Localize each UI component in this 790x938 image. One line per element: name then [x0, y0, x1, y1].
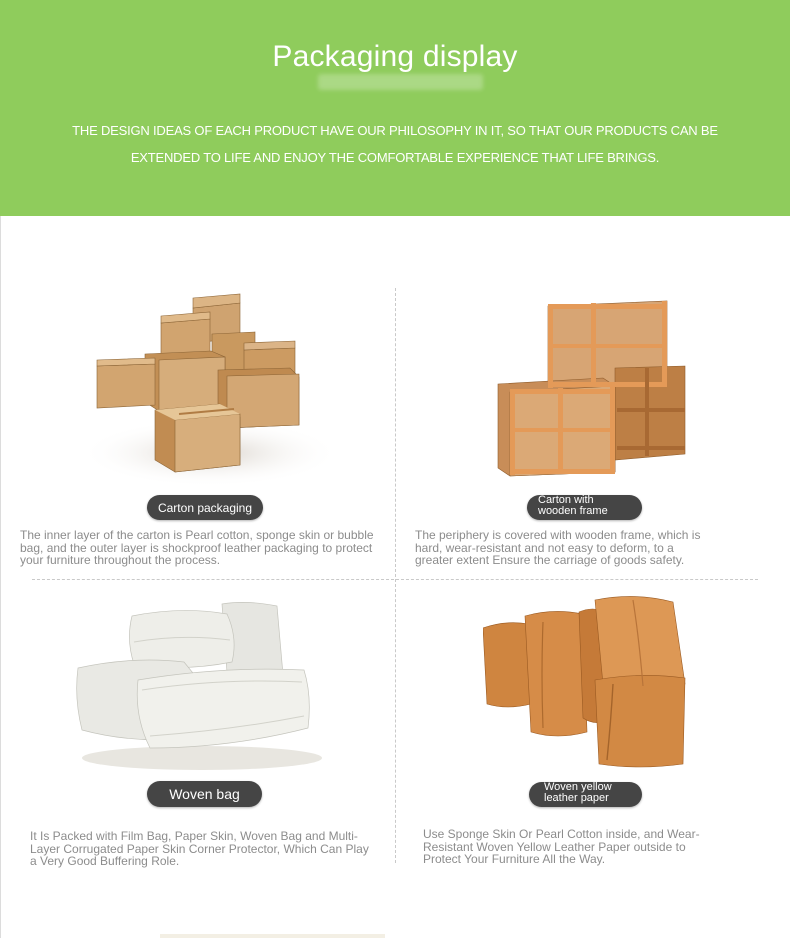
label-woven-yellow-leather-paper: Woven yellow leather paper	[529, 782, 642, 807]
header-banner	[0, 0, 790, 216]
yellow-leather-paper-image	[483, 592, 688, 770]
label-carton-packaging: Carton packaging	[147, 495, 263, 520]
vertical-divider	[395, 288, 396, 863]
desc-carton-packaging: The inner layer of the carton is Pearl cotton, sponge skin or bubble bag, and the outer layer is shockproof leather packaging to protect your furniture throughout the process.	[20, 528, 374, 567]
bottom-edge-strip	[160, 934, 385, 938]
desc-carton-wooden-frame: The periphery is covered with wooden frame, which is hard, wear-resistant and not easy to deform, to a greater extent Ensure the carriage of goods safety.	[415, 528, 701, 567]
woven-bag-image	[72, 598, 322, 770]
left-border-line	[0, 216, 1, 938]
horizontal-divider	[32, 579, 758, 580]
wooden-crate-image	[495, 296, 690, 482]
label-woven-bag: Woven bag	[147, 781, 262, 807]
carton-boxes-image	[70, 288, 330, 488]
faded-subtitle-graphic	[318, 74, 483, 90]
header-tagline: THE DESIGN IDEAS OF EACH PRODUCT HAVE OUR PHILOSOPHY IN IT, SO THAT OUR PRODUCTS CAN BE EXTENDED TO LIFE AND ENJOY THE COMFORTABLE EXPERIENCE THAT LIFE BRINGS.	[72, 123, 718, 165]
page-title: Packaging display	[272, 40, 518, 73]
desc-woven-yellow-leather-paper: Use Sponge Skin Or Pearl Cotton inside, and Wear-Resistant Woven Yellow Leather Paper outside to Protect Your Furniture All the Way.	[423, 827, 700, 866]
label-carton-wooden-frame: Carton with wooden frame	[527, 495, 642, 520]
desc-woven-bag: It Is Packed with Film Bag, Paper Skin, Woven Bag and Multi-Layer Corrugated Paper Skin Corner Protector, Which Can Play a Very Good Buffering Role.	[30, 829, 369, 868]
